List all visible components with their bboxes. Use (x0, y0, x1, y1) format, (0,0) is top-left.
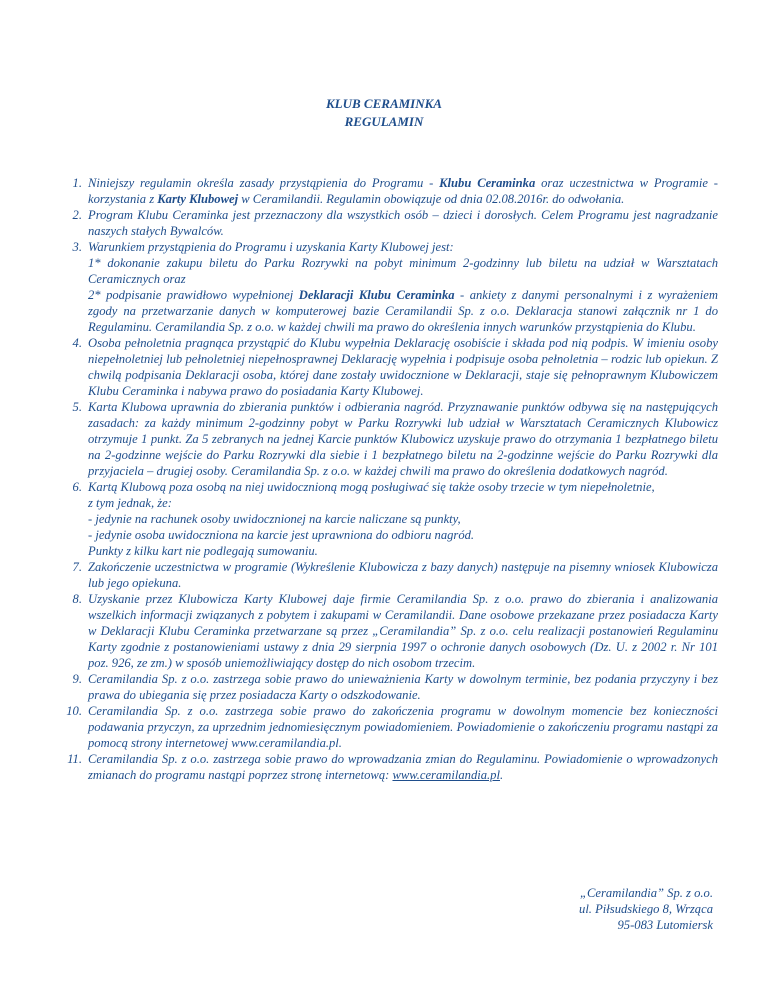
rule-line: Punkty z kilku kart nie podlegają sumowaniu. (88, 544, 318, 558)
rule-item-7 (62, 559, 718, 591)
rule-item-2 (62, 207, 718, 239)
rule-item-6 (62, 479, 718, 559)
rule-text: w Ceramilandii. Regulamin obowiązuje od dnia 02.08.2016r. do odwołania. (238, 192, 625, 206)
rule-line: - jedynie na rachunek osoby uwidocznionej na karcie naliczane są punkty, (88, 512, 461, 526)
rule-text: Ceramilandia Sp. z o.o. zastrzega sobie prawo do zakończenia programu w dowolnym momencie bez konieczności podawania przyczyn, za uprzednim jednomiesięcznym powiadomieniem. Powiadomienie o zakończeniu programu nastąpi za pomocą strony internetowej www.ceramilandia.pl. (88, 704, 718, 750)
rule-number: 3. (72, 240, 82, 254)
rule-number: 6. (72, 480, 82, 494)
rule-line: Warunkiem przystąpienia do Programu i uzyskania Karty Klubowej jest: (88, 240, 454, 254)
rule-text: Osoba pełnoletnia pragnąca przystąpić do Klubu wypełnia Deklarację osobiście i składa pod nią podpis. W imieniu osoby niepełnoletniej lub pełnoletniej niepełnosprawnej Deklarację wypełnia i podpisuje osoba pełnoletnia – rodzic lub opiekun. Z chwilą podpisania Deklaracji osoba, której dane zostały uwidocznione w Deklaracji, staje się pełnoprawnym Klubowiczem Klubu Ceraminka i nabywa prawo do posiadania Karty Klubowej. (88, 336, 718, 398)
company-street: ul. Piłsudskiego 8, Wrząca (579, 902, 713, 916)
rule-text: oraz uczestnictwa w Programie - korzystania z (88, 176, 718, 206)
rule-text: . (499, 768, 504, 782)
rule-number: 8. (72, 592, 82, 606)
rule-item-4 (62, 335, 718, 399)
rule-text: Uzyskanie przez Klubowicza Karty Klubowej daje firmie Ceramilandia Sp. z o.o. prawo do zbierania i analizowania wszelkich informacji związanych z pobytem i zakupami w Ceramilandii. Dane osobowe przekazane przez posiadacza Karty w Deklaracji Klubu Ceraminka przetwarzane są przez „Ceramilandia” Sp. z o.o. celu realizacji postanowień Regulaminu Karty zgodnie z postanowieniami ustawy z dnia 29 sierpnia 1997 o ochronie danych osobowych (Dz. U. z 2002 r. Nr 101 poz. 926, ze zm.) w sposób uniemożliwiający dostęp do nich osobom trzecim. (88, 592, 718, 670)
rule-line: z tym jednak, że: (88, 496, 172, 510)
rule-number: 11. (67, 752, 82, 766)
rule-number: 5. (72, 400, 82, 414)
rule-number: 4. (72, 336, 82, 350)
rule-line: - jedynie osoba uwidoczniona na karcie jest uprawniona do odbioru nagród. (88, 528, 475, 542)
document-subtitle: REGULAMIN (344, 114, 424, 129)
rule-text: Zakończenie uczestnictwa w programie (Wykreślenie Klubowicza z bazy danych) następuje na pisemny wniosek Klubowicza lub jego opiekuna. (88, 560, 718, 590)
rule-item-9 (62, 671, 718, 703)
rule-number: 9. (72, 672, 82, 686)
company-address (579, 885, 713, 933)
company-name: „Ceramilandia” Sp. z o.o. (580, 886, 713, 900)
rule-item-1 (62, 175, 718, 207)
rule-item-10 (62, 703, 718, 751)
rule-number: 2. (72, 208, 82, 222)
rule-bold-text: Deklaracji Klubu Ceraminka (298, 288, 455, 302)
rule-number: 1. (72, 176, 82, 190)
rule-text: - ankiety z danymi personalnymi i z wyrażeniem zgody na przetwarzanie danych w komputerowej bazie Ceramilandii Sp. z o.o. Deklaracja stanowi załącznik nr 1 do Regulaminu. Ceramilandia Sp. z o.o. w każdej chwili ma prawo do określenia innych warunków przystąpienia do Klubu. (88, 288, 718, 334)
rules-list (62, 175, 718, 783)
document-title: KLUB CERAMINKA (326, 96, 442, 111)
rule-number: 10. (66, 704, 82, 718)
rule-line: Kartą Klubową poza osobą na niej uwidocznioną mogą posługiwać się także osoby trzecie w tym niepełnoletnie, (88, 480, 655, 494)
rule-line: 1* dokonanie zakupu biletu do Parku Rozrywki na pobyt minimum 2-godzinny lub biletu na udział w Warsztatach Ceramicznych oraz (88, 256, 718, 286)
company-city: 95-083 Lutomiersk (617, 918, 713, 932)
rule-text: Ceramilandia Sp. z o.o. zastrzega sobie prawo do wprowadzania zmian do Regulaminu. Powiadomienie o wprowadzonych zmianach do programu nastąpi poprzez stronę internetową: (88, 752, 718, 782)
rule-bold-text: Klubu Ceraminka (439, 176, 536, 190)
rule-item-11 (62, 751, 718, 783)
rule-item-5 (62, 399, 718, 479)
rule-bold-text: Karty Klubowej (157, 192, 239, 206)
rule-item-8 (62, 591, 718, 671)
website-link[interactable]: www.ceramilandia.pl (392, 768, 500, 782)
rule-text: Program Klubu Ceraminka jest przeznaczony dla wszystkich osób – dzieci i dorosłych. Celem Programu jest nagradzanie naszych stałych Bywalców. (88, 208, 718, 238)
rule-number: 7. (72, 560, 82, 574)
rule-text: Ceramilandia Sp. z o.o. zastrzega sobie prawo do unieważnienia Karty w dowolnym terminie, bez podania przyczyny i bez prawa do ubiegania się przez posiadacza Karty o odszkodowanie. (88, 672, 718, 702)
rule-text: Karta Klubowa uprawnia do zbierania punktów i odbierania nagród. Przyznawanie punktów odbywa się na następujących zasadach: za każdy minimum 2-godzinny pobyt w Parku Rozrywki lub udział w Warsztatach Ceramicznych Klubowicz otrzymuje 1 punkt. Za 5 zebranych na jednej Karcie punktów Klubowicz uzyskuje prawo do otrzymania 1 bezpłatnego biletu na 2-godzinne wejście do Parku Rozrywki dla siebie i 1 bezpłatnego biletu na 2-godzinne wejście do Parku Rozrywki dla przyjaciela – drugiej osoby. Ceramilandia Sp. z o.o. w każdej chwili ma prawo do określenia dodatkowych nagród. (88, 400, 718, 478)
rule-text: 2* podpisanie prawidłowo wypełnionej (88, 288, 299, 302)
rule-text: Niniejszy regulamin określa zasady przystąpienia do Programu - (88, 176, 440, 190)
rule-item-3 (62, 239, 718, 335)
